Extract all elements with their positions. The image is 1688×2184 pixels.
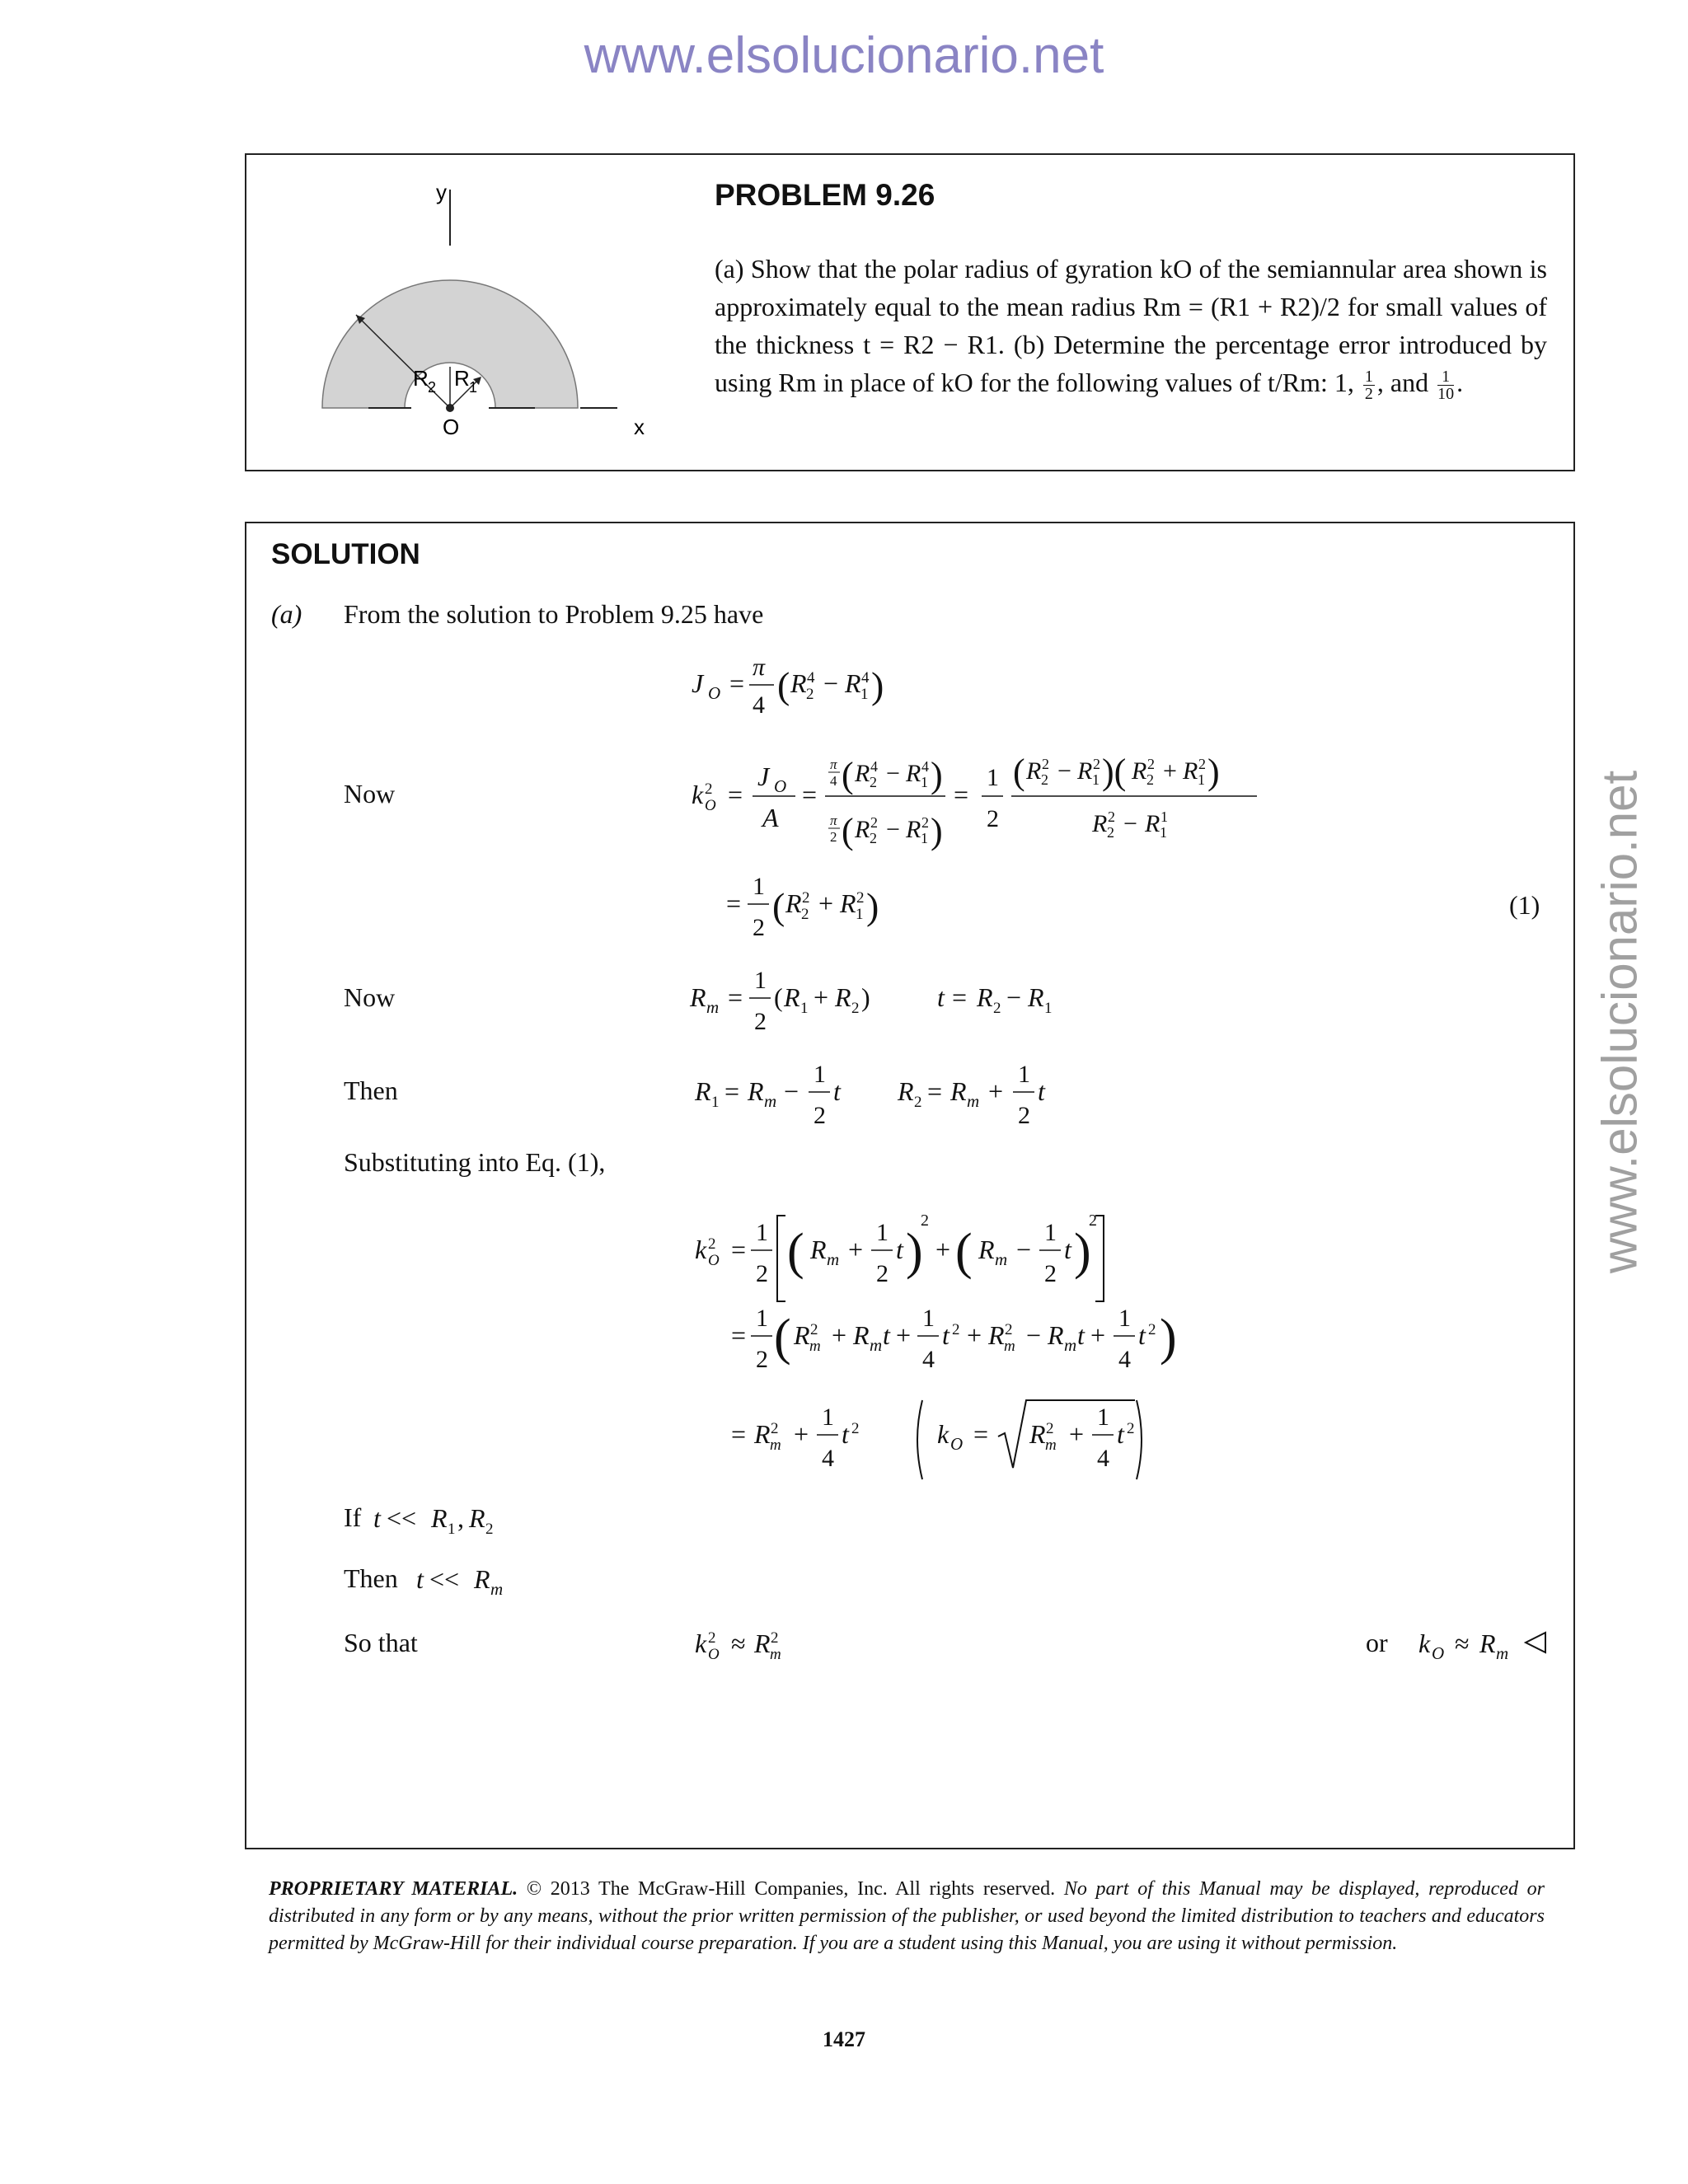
svg-text:t: t	[942, 1320, 950, 1350]
svg-text:2: 2	[708, 1629, 716, 1647]
svg-text:,: ,	[457, 1503, 464, 1533]
svg-text:2: 2	[851, 1420, 860, 1437]
svg-text:−: −	[823, 668, 839, 698]
svg-text:2: 2	[1146, 771, 1154, 788]
svg-text:m: m	[1064, 1335, 1077, 1355]
svg-text:2: 2	[1018, 1102, 1030, 1129]
svg-text:4: 4	[1097, 1445, 1109, 1472]
svg-text:R: R	[469, 1503, 485, 1533]
svg-text:+: +	[832, 1320, 847, 1350]
part-a-label: (a)	[271, 599, 302, 629]
svg-text:R: R	[1145, 810, 1160, 837]
svg-text:R: R	[754, 1419, 771, 1449]
r2-label: R	[413, 366, 429, 391]
svg-text:2: 2	[1147, 756, 1155, 772]
label-or: or	[1366, 1628, 1388, 1657]
svg-text:=: =	[731, 1235, 747, 1264]
eq-result	[731, 1400, 1142, 1479]
svg-text:m: m	[764, 1091, 777, 1111]
svg-text:1: 1	[800, 1000, 809, 1017]
svg-text:m: m	[706, 997, 720, 1017]
svg-text:O: O	[774, 776, 787, 796]
svg-text:): )	[1207, 752, 1220, 792]
svg-text:2: 2	[921, 814, 929, 831]
svg-text:≈: ≈	[1455, 1629, 1470, 1658]
svg-text:R: R	[855, 760, 870, 787]
svg-text:+: +	[814, 982, 829, 1012]
svg-text:2: 2	[753, 914, 765, 941]
svg-text:R: R	[898, 1076, 914, 1106]
svg-text:−: −	[1016, 1235, 1032, 1264]
solution-intro: From the solution to Problem 9.25 have	[344, 599, 764, 629]
svg-text:t: t	[1038, 1076, 1045, 1106]
svg-text:1: 1	[856, 906, 864, 923]
svg-text:1: 1	[921, 774, 928, 790]
svg-text:2: 2	[801, 906, 809, 923]
svg-text:): )	[1074, 1224, 1091, 1280]
svg-text:<<: <<	[429, 1564, 460, 1594]
svg-text:m: m	[490, 1579, 504, 1599]
svg-text:m: m	[967, 1091, 980, 1111]
svg-text:1: 1	[1160, 808, 1168, 825]
label-then-1: Then	[344, 1076, 398, 1105]
svg-text:R: R	[906, 760, 921, 787]
svg-text:R: R	[977, 982, 993, 1012]
svg-text:4: 4	[753, 691, 765, 719]
svg-text:R: R	[431, 1503, 448, 1533]
label-if: If	[344, 1502, 362, 1532]
svg-text:≈: ≈	[731, 1629, 746, 1658]
svg-text:(: (	[777, 664, 790, 706]
svg-text:O: O	[708, 1252, 720, 1269]
svg-text:1: 1	[756, 1219, 768, 1246]
svg-text:k: k	[1418, 1629, 1431, 1658]
svg-text:R: R	[785, 888, 802, 918]
solution-title: SOLUTION	[271, 538, 420, 570]
svg-text:−: −	[886, 760, 900, 787]
svg-text:=: =	[728, 780, 743, 809]
svg-text:1: 1	[756, 1305, 768, 1332]
svg-text:−: −	[1123, 810, 1137, 837]
svg-text:=: =	[954, 780, 969, 809]
svg-text:R: R	[853, 1320, 870, 1350]
svg-text:O: O	[705, 797, 716, 814]
svg-text:R: R	[906, 816, 921, 843]
svg-text:1: 1	[753, 873, 765, 900]
svg-text:<<: <<	[387, 1503, 417, 1533]
svg-text:=: =	[728, 982, 743, 1012]
svg-text:R: R	[748, 1076, 764, 1106]
svg-text:m: m	[770, 1646, 781, 1663]
svg-text:4: 4	[921, 758, 929, 775]
svg-text:+: +	[988, 1076, 1004, 1106]
svg-text:R: R	[835, 982, 851, 1012]
svg-text:2: 2	[1041, 771, 1048, 788]
svg-text:): )	[906, 1224, 923, 1280]
svg-text:R: R	[1029, 1419, 1046, 1449]
svg-text:k: k	[695, 1629, 707, 1658]
svg-text:R: R	[1132, 757, 1147, 785]
svg-text:R: R	[794, 1320, 810, 1350]
svg-text:π: π	[830, 813, 837, 828]
eq-1	[726, 873, 879, 941]
svg-text:(: (	[774, 1310, 791, 1366]
svg-text:1: 1	[1044, 1219, 1057, 1246]
svg-text:2: 2	[1046, 1420, 1054, 1437]
svg-text:=: =	[731, 1320, 747, 1350]
solution-equations	[246, 523, 1573, 1846]
svg-text:1: 1	[1097, 1404, 1109, 1431]
svg-text:R: R	[1183, 757, 1198, 785]
svg-text:)(: )(	[1102, 752, 1127, 792]
svg-text:2: 2	[1005, 1321, 1013, 1338]
svg-text:2: 2	[1107, 824, 1114, 841]
svg-text:2: 2	[754, 1008, 767, 1035]
svg-text:R: R	[474, 1564, 490, 1594]
svg-text:2: 2	[1044, 1260, 1057, 1287]
eq-radius-gyration-squared	[692, 752, 1257, 851]
svg-text:2: 2	[1198, 756, 1206, 772]
svg-text:J: J	[692, 668, 704, 698]
svg-text:(: (	[787, 1224, 804, 1280]
svg-text:−: −	[886, 816, 900, 843]
svg-text:1: 1	[922, 1305, 935, 1332]
svg-text:−: −	[784, 1076, 799, 1106]
svg-text:2: 2	[771, 1629, 779, 1647]
svg-text:+: +	[1163, 757, 1177, 785]
svg-text:(: (	[772, 885, 785, 927]
svg-text:2: 2	[1042, 756, 1049, 772]
eq-condition-then	[416, 1564, 503, 1599]
svg-text:2: 2	[756, 1346, 768, 1373]
svg-text:R: R	[978, 1235, 995, 1264]
svg-text:2: 2	[708, 1235, 716, 1253]
svg-text:1: 1	[822, 1404, 834, 1431]
svg-text:t: t	[1117, 1419, 1124, 1449]
svg-text:=: =	[952, 982, 968, 1012]
svg-text:=: =	[726, 888, 742, 918]
svg-text:1: 1	[448, 1521, 456, 1538]
svg-text:1: 1	[860, 686, 869, 703]
svg-text:R: R	[695, 1076, 711, 1106]
svg-text:R: R	[754, 1629, 771, 1658]
fraction-half: $\frac{1}{2}$	[1364, 368, 1373, 404]
svg-text:2: 2	[810, 1321, 818, 1338]
svg-text:2: 2	[856, 889, 865, 907]
svg-text:(: (	[842, 755, 854, 795]
svg-text:1: 1	[1118, 1305, 1131, 1332]
svg-text:+: +	[794, 1419, 809, 1449]
svg-text:1: 1	[987, 764, 999, 791]
svg-text:R: R	[840, 888, 856, 918]
svg-text:O: O	[708, 1646, 720, 1663]
svg-text:2: 2	[1127, 1420, 1135, 1437]
svg-text:1: 1	[1018, 1061, 1030, 1088]
svg-text:2: 2	[876, 1260, 889, 1287]
svg-text:1: 1	[711, 1094, 720, 1111]
svg-text:=: =	[729, 668, 745, 698]
svg-text:m: m	[827, 1249, 840, 1269]
svg-text:2: 2	[870, 830, 877, 846]
problem-statement: (a) Show that the polar radius of gyration kO of the semiannular area shown is approximately equal to the mean radius Rm = (R1 + R2)/2 for small values of the thickness t = R2 − R1. (b) Determine the percentage error introduced by using Rm in place of kO for the following values of t/Rm: 1, $\frac{1}{2}$ , and $\frac{1}{10}$ .	[715, 254, 1547, 404]
svg-text:2: 2	[870, 814, 878, 831]
svg-text:4: 4	[922, 1346, 935, 1373]
eq-condition-if	[373, 1503, 494, 1538]
svg-text:t: t	[833, 1076, 841, 1106]
svg-text:m: m	[809, 1338, 821, 1355]
svg-text:2: 2	[1108, 808, 1115, 825]
svg-text:1: 1	[1092, 771, 1100, 788]
svg-text:): )	[931, 755, 943, 795]
svg-text:R: R	[1092, 810, 1108, 837]
svg-text:2: 2	[851, 1000, 860, 1017]
svg-text:t: t	[373, 1503, 381, 1533]
svg-text:t: t	[937, 982, 945, 1012]
svg-text:+: +	[818, 888, 834, 918]
svg-text:t: t	[1077, 1320, 1085, 1350]
svg-text:2: 2	[485, 1521, 494, 1538]
svg-text:+: +	[935, 1235, 951, 1264]
label-substituting: Substituting into Eq. (1),	[344, 1147, 606, 1177]
svg-text:R: R	[855, 816, 870, 843]
svg-text:R: R	[950, 1076, 967, 1106]
svg-text:J: J	[757, 762, 770, 791]
svg-text:2: 2	[914, 1094, 922, 1111]
svg-text:R: R	[1077, 757, 1093, 785]
svg-text:=: =	[724, 1076, 740, 1106]
eq-expanded	[731, 1305, 1177, 1373]
svg-text:O: O	[950, 1434, 964, 1454]
svg-text:R: R	[1048, 1320, 1064, 1350]
problem-box	[245, 153, 1575, 471]
svg-text:R: R	[790, 668, 807, 698]
svg-text:2: 2	[1089, 1212, 1097, 1230]
eq-substituted	[695, 1212, 1104, 1301]
svg-text:1: 1	[921, 830, 928, 846]
svg-text:1: 1	[1198, 771, 1205, 788]
svg-text:1: 1	[754, 967, 767, 994]
svg-text:t: t	[896, 1235, 903, 1264]
page-number: 1427	[823, 2027, 865, 2051]
svg-text:2: 2	[830, 829, 837, 845]
svg-text:m: m	[1045, 1436, 1057, 1454]
svg-text:4: 4	[1118, 1346, 1131, 1373]
problem-title: PROBLEM 9.26	[715, 178, 935, 212]
svg-text:A: A	[762, 803, 779, 832]
svg-text:(: (	[1013, 752, 1025, 792]
svg-text:+: +	[896, 1320, 912, 1350]
svg-text:2: 2	[921, 1212, 929, 1230]
svg-text:R: R	[1028, 982, 1044, 1012]
svg-text:+: +	[1069, 1419, 1085, 1449]
solution-box	[245, 522, 1575, 1849]
x-label: x	[634, 415, 645, 439]
svg-text:R: R	[845, 668, 861, 698]
svg-text:R: R	[810, 1235, 827, 1264]
svg-text:): )	[1160, 1310, 1177, 1366]
svg-text:+: +	[967, 1320, 982, 1350]
svg-text:(: (	[774, 982, 783, 1012]
svg-text:R: R	[1026, 757, 1042, 785]
svg-text:−: −	[1006, 982, 1022, 1012]
svg-text:2: 2	[1093, 756, 1100, 772]
svg-text:(: (	[955, 1224, 973, 1280]
svg-text:t: t	[1064, 1235, 1071, 1264]
svg-text:4: 4	[861, 669, 870, 687]
svg-text:): )	[861, 982, 870, 1012]
copyright-footer: PROPRIETARY MATERIAL. © 2013 The McGraw-Hill Companies, Inc. All rights reserved. No part of this Manual may be displayed, reproduced or distributed in any form or by any means, without the prior written permission of the publisher, or used beyond the limited distribution to teachers and educators permitted by McGraw-Hill for their individual course preparation. If you are a student using this Manual, you are using it without permission.	[269, 1878, 1545, 1954]
svg-text:=: =	[973, 1419, 989, 1449]
eq-mean-radius	[689, 967, 1053, 1035]
svg-text:t: t	[416, 1564, 424, 1594]
svg-text:O: O	[708, 683, 721, 703]
svg-text:1: 1	[876, 1219, 889, 1246]
svg-text:(: (	[842, 811, 854, 851]
eq-polar-moment	[692, 654, 884, 719]
svg-text:m: m	[870, 1335, 883, 1355]
eq-approximation	[695, 1629, 781, 1663]
svg-text:k: k	[695, 1235, 707, 1264]
semiannulus-figure	[279, 180, 645, 445]
svg-text:2: 2	[802, 889, 810, 907]
svg-text:4: 4	[870, 758, 878, 775]
watermark-top: www.elsolucionario.net	[584, 27, 1104, 84]
svg-text:2: 2	[1148, 1321, 1156, 1338]
svg-text:): )	[871, 664, 884, 706]
svg-text:t: t	[883, 1320, 890, 1350]
svg-text:R: R	[690, 982, 706, 1012]
svg-text:=: =	[802, 780, 818, 809]
svg-text:4: 4	[807, 669, 815, 687]
svg-text:R: R	[988, 1320, 1005, 1350]
svg-text:): )	[931, 811, 943, 851]
svg-text:1: 1	[469, 379, 478, 396]
svg-text:2: 2	[806, 686, 814, 703]
r1-label: R	[454, 366, 470, 391]
svg-text:R: R	[784, 982, 800, 1012]
eq-r1-r2	[694, 1061, 1046, 1129]
label-now-2: Now	[344, 982, 396, 1012]
svg-text:−: −	[1026, 1320, 1042, 1350]
answer-marker-icon	[1526, 1633, 1545, 1652]
svg-text:1: 1	[1044, 1000, 1053, 1017]
svg-text:t: t	[842, 1419, 849, 1449]
svg-text:=: =	[731, 1419, 747, 1449]
svg-text:2: 2	[705, 780, 713, 798]
svg-text:1: 1	[1160, 824, 1167, 841]
svg-text:+: +	[848, 1235, 864, 1264]
svg-text:m: m	[1496, 1643, 1509, 1663]
svg-text:+: +	[1090, 1320, 1106, 1350]
svg-text:4: 4	[830, 773, 837, 789]
svg-text:2: 2	[814, 1102, 826, 1129]
origin-label: O	[443, 415, 460, 439]
svg-text:4: 4	[822, 1445, 834, 1472]
svg-text:2: 2	[952, 1321, 960, 1338]
svg-text:π: π	[830, 757, 837, 772]
origin-point	[446, 404, 454, 412]
svg-text:2: 2	[993, 1000, 1001, 1017]
label-then-2: Then	[344, 1563, 398, 1593]
svg-text:R: R	[1479, 1629, 1496, 1658]
svg-text:): )	[866, 885, 879, 927]
equation-number: (1)	[1509, 890, 1540, 920]
svg-text:=: =	[927, 1076, 943, 1106]
watermark-side: www.elsolucionario.net	[1592, 770, 1648, 1274]
svg-text:m: m	[995, 1249, 1008, 1269]
svg-text:O: O	[1432, 1643, 1445, 1663]
svg-text:k: k	[692, 780, 704, 809]
svg-text:k: k	[937, 1419, 950, 1449]
svg-text:2: 2	[771, 1420, 779, 1437]
svg-text:m: m	[1004, 1338, 1015, 1355]
fraction-tenth: $\frac{1}{10}$	[1437, 368, 1455, 404]
label-so-that: So that	[344, 1628, 418, 1657]
svg-text:t: t	[1138, 1320, 1146, 1350]
svg-text:2: 2	[428, 379, 437, 396]
svg-text:2: 2	[870, 774, 877, 790]
svg-text:1: 1	[814, 1061, 826, 1088]
eq-final-answer	[1418, 1629, 1545, 1663]
label-now-1: Now	[344, 779, 396, 808]
svg-text:2: 2	[987, 805, 999, 832]
y-label: y	[436, 180, 447, 204]
svg-text:π: π	[753, 654, 766, 681]
svg-text:m: m	[770, 1436, 781, 1454]
svg-text:−: −	[1057, 757, 1071, 785]
svg-text:2: 2	[756, 1260, 768, 1287]
